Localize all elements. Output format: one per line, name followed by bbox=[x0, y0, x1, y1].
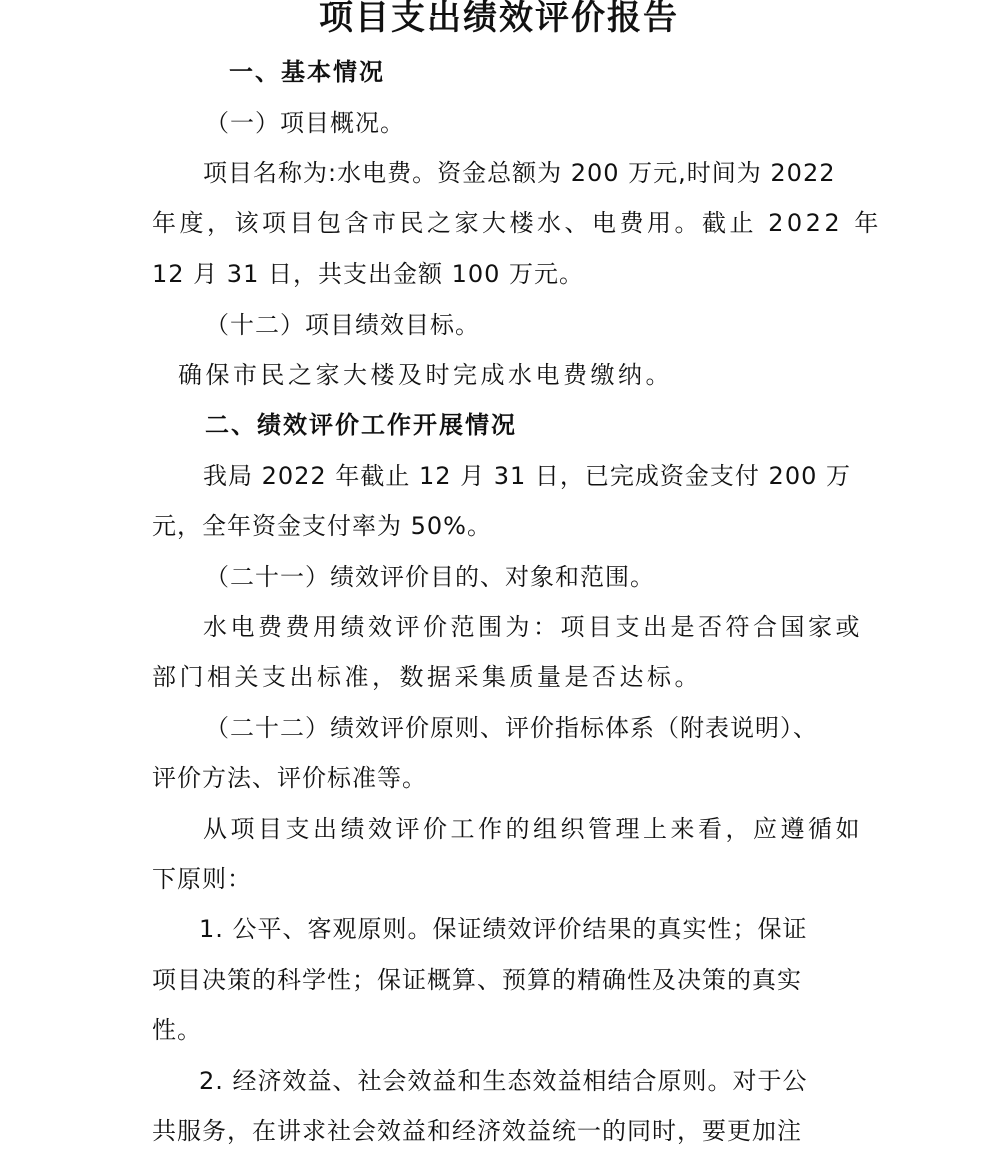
section-heading-basic-info: 一、基本情况 bbox=[229, 58, 385, 86]
paragraph-line: 从项目支出绩效评价工作的组织管理上来看，应遵循如 bbox=[203, 815, 863, 843]
paragraph-line: 我局 2022 年截止 12 月 31 日，已完成资金支付 200 万 bbox=[203, 462, 851, 490]
paragraph-line: 共服务，在讲求社会效益和经济效益统一的同时，要更加注 bbox=[152, 1117, 802, 1145]
paragraph-line: 元，全年资金支付率为 50%。 bbox=[152, 512, 492, 540]
paragraph-line: 项目名称为:水电费。资金总额为 200 万元,时间为 2022 bbox=[203, 159, 836, 187]
section-heading-evaluation-work: 二、绩效评价工作开展情况 bbox=[205, 411, 517, 439]
subheading-performance-target: （十二）项目绩效目标。 bbox=[205, 311, 480, 339]
document-title: 项目支出绩效评价报告 bbox=[319, 0, 679, 38]
paragraph-line: 项目决策的科学性；保证概算、预算的精确性及决策的真实 bbox=[152, 966, 802, 994]
paragraph-line: 评价方法、评价标准等。 bbox=[152, 764, 427, 792]
paragraph-line: 下原则： bbox=[152, 865, 252, 893]
paragraph-line: 2. 经济效益、社会效益和生态效益相结合原则。对于公 bbox=[199, 1067, 808, 1095]
paragraph-line: 12 月 31 日，共支出金额 100 万元。 bbox=[152, 260, 585, 288]
paragraph-line: 水电费费用绩效评价范围为：项目支出是否符合国家或 bbox=[203, 613, 863, 641]
paragraph-line: 年度，该项目包含市民之家大楼水、电费用。截止 2022 年 bbox=[152, 209, 882, 237]
paragraph-line: 性。 bbox=[152, 1016, 202, 1044]
paragraph-line: 确保市民之家大楼及时完成水电费缴纳。 bbox=[178, 361, 673, 389]
subheading-evaluation-principles: （二十二）绩效评价原则、评价指标体系（附表说明）、 bbox=[205, 714, 818, 742]
paragraph-line: 部门相关支出标准，数据采集质量是否达标。 bbox=[152, 663, 702, 691]
subheading-project-overview: （一）项目概况。 bbox=[205, 109, 405, 137]
paragraph-line: 1. 公平、客观原则。保证绩效评价结果的真实性；保证 bbox=[199, 915, 808, 943]
subheading-evaluation-purpose: （二十一）绩效评价目的、对象和范围。 bbox=[205, 563, 655, 591]
